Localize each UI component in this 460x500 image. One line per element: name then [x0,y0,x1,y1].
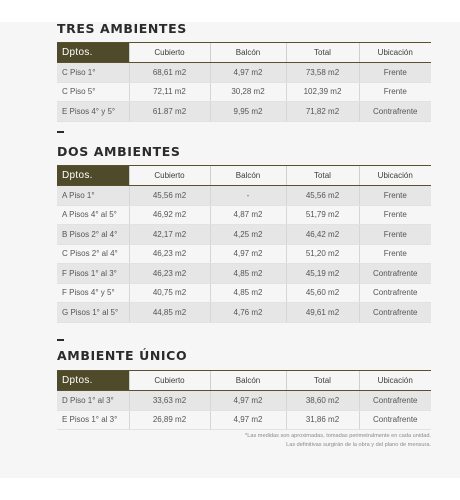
table-row [57,63,431,83]
table-row [57,102,431,122]
cell-balcon: - [210,186,286,206]
cell-balcon: 4,97 m2 [210,391,286,411]
section-title-ambiente-unico: AMBIENTE ÚNICO [57,348,188,363]
table-dos-ambientes [57,165,431,323]
cell-balcon: 4,76 m2 [210,303,286,323]
cell-cubierto: 26,89 m2 [129,410,210,430]
table-header-row [57,43,431,63]
cell-total: 45,60 m2 [286,283,359,303]
column-header-dptos: Dptos. [57,371,129,391]
cell-total: 51,79 m2 [286,205,359,225]
cell-dptos: D Piso 1° al 3° [57,391,129,411]
cell-cubierto: 46,92 m2 [129,205,210,225]
footnote-line-1: *Las medidas son aproximadas, tomadas perimetralmente en cada unidad. [245,433,431,439]
cell-dptos: E Pisos 1° al 3° [57,410,129,430]
column-header-dptos: Dptos. [57,43,129,63]
section-title-dos-ambientes: DOS AMBIENTES [57,144,181,159]
table-row [57,225,431,245]
table-row [57,264,431,284]
cell-ubicacion: Frente [359,186,431,206]
cell-cubierto: 46,23 m2 [129,264,210,284]
column-header-cubierto: Cubierto [129,166,210,186]
cell-total: 51,20 m2 [286,244,359,264]
cell-total: 45,56 m2 [286,186,359,206]
cell-balcon: 4,97 m2 [210,410,286,430]
cell-ubicacion: Frente [359,225,431,245]
cell-dptos: C Pisos 2° al 4° [57,244,129,264]
column-header-cubierto: Cubierto [129,43,210,63]
table-ambiente-unico [57,370,431,430]
column-header-total: Total [286,43,359,63]
cell-balcon: 9,95 m2 [210,102,286,122]
column-header-ubicacion: Ubicación [359,371,431,391]
footnote [131,432,431,450]
cell-balcon: 4,87 m2 [210,205,286,225]
cell-total: 71,82 m2 [286,102,359,122]
table-row [57,410,431,430]
cell-dptos: G Pisos 1° al 5° [57,303,129,323]
column-header-total: Total [286,166,359,186]
cell-dptos: E Pisos 4° y 5° [57,102,129,122]
table-row [57,205,431,225]
cell-dptos: F Pisos 1° al 3° [57,264,129,284]
cell-cubierto: 61.87 m2 [129,102,210,122]
cell-balcon: 4,85 m2 [210,283,286,303]
cell-ubicacion: Frente [359,82,431,102]
cell-ubicacion: Contrafrente [359,102,431,122]
column-header-balcon: Balcón [210,371,286,391]
table-row [57,303,431,323]
cell-cubierto: 33,63 m2 [129,391,210,411]
cell-dptos: A Piso 1° [57,186,129,206]
column-header-balcon: Balcón [210,166,286,186]
cell-total: 102,39 m2 [286,82,359,102]
section-divider [57,339,64,341]
column-header-ubicacion: Ubicación [359,166,431,186]
column-header-total: Total [286,371,359,391]
cell-cubierto: 40,75 m2 [129,283,210,303]
column-header-dptos: Dptos. [57,166,129,186]
cell-balcon: 30,28 m2 [210,82,286,102]
cell-balcon: 4,97 m2 [210,244,286,264]
cell-dptos: C Piso 5° [57,82,129,102]
cell-balcon: 4,97 m2 [210,63,286,83]
cell-balcon: 4,25 m2 [210,225,286,245]
table-header-row [57,166,431,186]
cell-cubierto: 42,17 m2 [129,225,210,245]
column-header-ubicacion: Ubicación [359,43,431,63]
cell-cubierto: 68,61 m2 [129,63,210,83]
column-header-balcon: Balcón [210,43,286,63]
cell-ubicacion: Contrafrente [359,391,431,411]
cell-cubierto: 46,23 m2 [129,244,210,264]
column-header-cubierto: Cubierto [129,371,210,391]
cell-ubicacion: Frente [359,205,431,225]
cell-total: 73,58 m2 [286,63,359,83]
cell-ubicacion: Frente [359,63,431,83]
table-row [57,186,431,206]
cell-total: 49,61 m2 [286,303,359,323]
cell-ubicacion: Contrafrente [359,303,431,323]
cell-total: 46,42 m2 [286,225,359,245]
cell-cubierto: 44,85 m2 [129,303,210,323]
cell-ubicacion: Frente [359,244,431,264]
cell-cubierto: 72,11 m2 [129,82,210,102]
cell-total: 45,19 m2 [286,264,359,284]
cell-cubierto: 45,56 m2 [129,186,210,206]
table-row [57,391,431,411]
cell-ubicacion: Contrafrente [359,410,431,430]
table-row [57,244,431,264]
table-row [57,283,431,303]
cell-total: 31,86 m2 [286,410,359,430]
table-header-row [57,371,431,391]
table-tres-ambientes [57,42,431,122]
cell-ubicacion: Contrafrente [359,264,431,284]
cell-ubicacion: Contrafrente [359,283,431,303]
section-title-tres-ambientes: TRES AMBIENTES [57,21,187,36]
cell-dptos: B Pisos 2° al 4° [57,225,129,245]
table-row [57,82,431,102]
footnote-line-2: Las definitivas surgirán de la obra y del plano de mensura. [286,442,431,448]
cell-total: 38,60 m2 [286,391,359,411]
cell-balcon: 4,85 m2 [210,264,286,284]
cell-dptos: C Piso 1° [57,63,129,83]
cell-dptos: A Pisos 4° al 5° [57,205,129,225]
section-divider [57,131,64,133]
cell-dptos: F Pisos 4° y 5° [57,283,129,303]
